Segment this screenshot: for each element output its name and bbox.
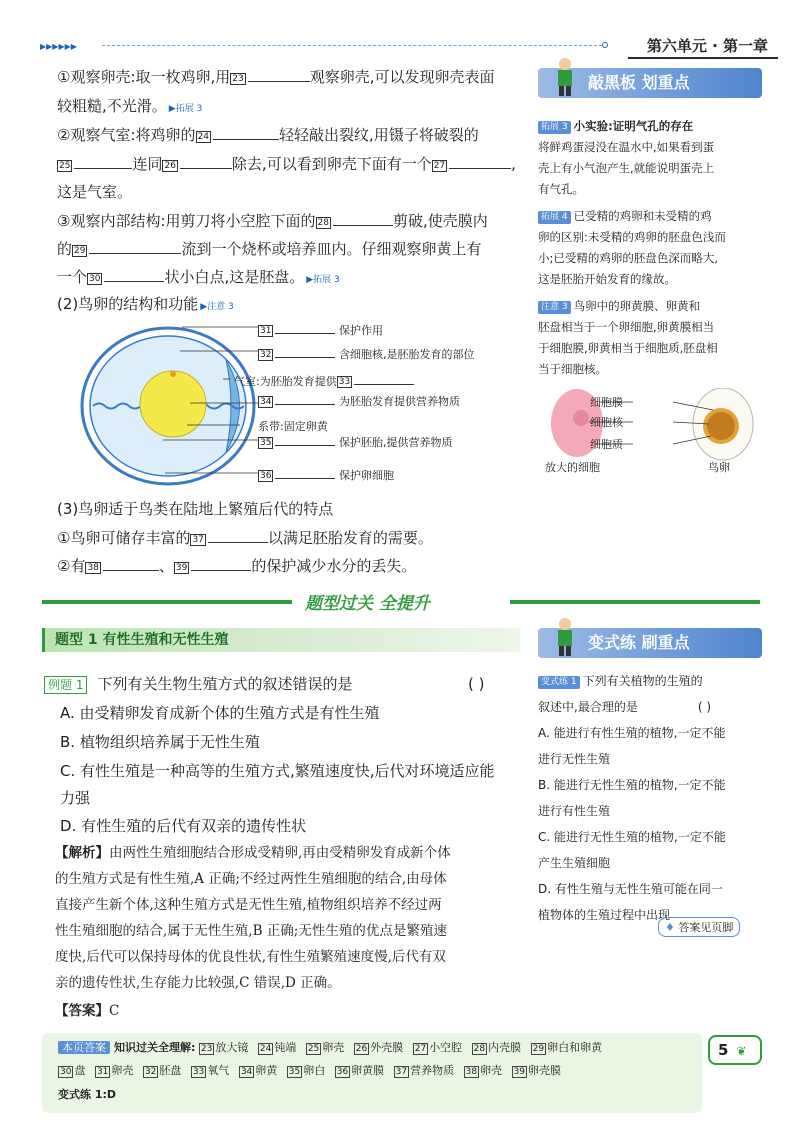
adapt-line-2: ②有 38 、 39 的保护减少水分的丢失。 bbox=[57, 557, 417, 575]
option-c: C. 有性生殖是一种高等的生殖方式,繁殖速度快,后代对环境适应能 bbox=[60, 762, 495, 780]
section-title: 题型过关 全提升 bbox=[305, 594, 430, 614]
answer-hint-badge: ♦ 答案见页脚 bbox=[658, 917, 740, 937]
analysis-line-5: 度快,后代可以保持母体的优良性状,有性生殖繁殖速度慢,后代有双 bbox=[55, 949, 446, 965]
diagram-label-31: 31 保护作用 bbox=[260, 324, 383, 337]
variant-question: 变式练 1 下列有关植物的生殖的 叙述中,最合理的是 ( ) A. 能进行有性生殖的植物,一定不能 进行无性生殖 B. 能进行无性生殖的植物,一定不能 进行有性生殖 C. 能进行无性生殖的植物,一定不能 产生生殖细胞 D. 有性生殖与无性生殖可能在同一 植物体的生殖过程中出现 bbox=[538, 674, 726, 922]
example-question: 例题 1 下列有关生物生殖方式的叙述错误的是 bbox=[44, 673, 514, 695]
pin-icon: ♦ bbox=[665, 921, 675, 934]
option-d: D. 有性生殖的后代有双亲的遗传性状 bbox=[60, 817, 307, 835]
option-c-cont: 力强 bbox=[60, 789, 91, 807]
analysis-line-2: 的生殖方式是有性生殖,A 正确;不经过两性生殖细胞的结合,由母体 bbox=[55, 871, 447, 887]
sprout-icon: ❦ bbox=[736, 1044, 747, 1058]
option-b: B. 植物组织培养属于无性生殖 bbox=[60, 733, 260, 751]
answer-paren: ( ) bbox=[468, 675, 485, 693]
analysis-line-1: 【解析】由两性生殖细胞结合形成受精卵,再由受精卵发育成新个体 bbox=[55, 845, 451, 861]
question-type-bar: 题型 1 有性生殖和无性生殖 bbox=[42, 628, 520, 652]
diagram-label-33: 气室:为胚胎发育提供 33 bbox=[234, 373, 414, 389]
intro-line-7: 的 29 流到一个烧杯或培养皿内。仔细观察卵黄上有 bbox=[57, 240, 482, 258]
side-banner-variant: 变式练 刷重点 bbox=[538, 628, 762, 658]
side-banner-key-points: 敲黑板 划重点 bbox=[538, 68, 762, 98]
option-a: A. 由受精卵发育成新个体的生殖方式是有性生殖 bbox=[60, 704, 380, 722]
answers-variant: 变式练 1:D bbox=[58, 1088, 117, 1101]
answers-row-2: 30 盘 31 卵壳 32 胚盘 33 氧气 34 卵黄 35 卵白 36 卵黄膜 37 营养物质 38 卵壳 39 卵壳膜 bbox=[60, 1064, 562, 1077]
analysis-line-3: 直接产生新个体,这种生殖方式是无性生殖,植物组织培养不经过两 bbox=[55, 897, 442, 913]
intro-line-6: ③观察内部结构:用剪刀将小空腔下面的 28 剪破,使壳膜内 bbox=[57, 212, 488, 230]
arrow-icon: ▶▶▶▶▶▶ bbox=[40, 42, 77, 51]
intro-line-2: 较粗糙,不光滑。 ▶拓展 3 bbox=[57, 97, 203, 115]
diagram-label-34: 34 为胚胎发育提供营养物质 bbox=[260, 395, 460, 408]
cell-caption: 放大的细胞 bbox=[545, 461, 600, 474]
teacher-icon bbox=[550, 56, 580, 96]
answers-row-1: 本页答案 知识过关全理解: 23 放大镜 24 钝端 25 卵壳 26 外壳膜 27 小空腔 28 内壳膜 29 卵白和卵黄 bbox=[58, 1039, 608, 1055]
cell-label-cytoplasm: 细胞质 bbox=[590, 438, 623, 451]
analysis-line-6: 亲的遗传性状,生存能力比较强,C 错误,D 正确。 bbox=[55, 975, 341, 991]
intro-line-4: 25 连同 26 除去,可以看到卵壳下面有一个 27 , bbox=[59, 155, 516, 173]
diagram-label-35: 35 保护胚胎,提供营养物质 bbox=[260, 436, 453, 449]
side-note-1: 拓展 3 小实验:证明气孔的存在 将鲜鸡蛋浸没在温水中,如果看到蛋 壳上有小气泡产生,就能说明蛋壳上 有气孔。 bbox=[538, 119, 715, 196]
analysis-line-4: 性生殖细胞的结合,属于无性生殖,B 正确;无性生殖的优点是繁殖速 bbox=[55, 923, 447, 939]
intro-line-5: 这是气室。 bbox=[57, 183, 133, 201]
cell-egg-illustration bbox=[545, 388, 760, 463]
intro-line-3: ②观察气室:将鸡卵的 24 轻轻敲出裂纹,用镊子将破裂的 bbox=[57, 126, 479, 144]
extension-tag: ▶拓展 3 bbox=[168, 104, 203, 114]
answer-line: 【答案】C bbox=[55, 1003, 120, 1019]
teacher-icon bbox=[550, 616, 580, 656]
page-number: 5 ❦ bbox=[708, 1035, 762, 1065]
diagram-label-36: 36 保护卵细胞 bbox=[260, 469, 394, 482]
intro-line-8: 一个 30 状小白点,这是胚盘。 ▶拓展 3 bbox=[57, 268, 340, 286]
cell-label-membrane: 细胞膜 bbox=[590, 396, 623, 409]
egg-caption: 鸟卵 bbox=[708, 461, 730, 474]
diagram-label-chalaza: 系带:固定卵黄 bbox=[258, 420, 328, 433]
adapt-title: (3)鸟卵适于鸟类在陆地上繁殖后代的特点 bbox=[57, 500, 334, 518]
chapter-title: 第六单元 · 第一章 bbox=[646, 37, 768, 55]
side-note-3: 注意 3 鸟卵中的卵黄膜、卵黄和 胚盘相当于一个卵细胞,卵黄膜相当 于细胞膜,卵黄相当于细胞质,胚盘相 当于细胞核。 bbox=[538, 299, 718, 376]
diagram-label-32: 32 含细胞核,是胚胎发育的部位 bbox=[260, 348, 475, 361]
intro-line-9: (2)鸟卵的结构和功能 ▶注意 3 bbox=[57, 295, 234, 313]
intro-line-1: ①观察卵壳:取一枚鸡卵,用 23 观察卵壳,可以发现卵壳表面 bbox=[57, 68, 495, 86]
header-decoration bbox=[40, 41, 620, 51]
adapt-line-1: ①鸟卵可储存丰富的 37 以满足胚胎发育的需要。 bbox=[57, 529, 433, 547]
side-note-2: 拓展 4 已受精的鸡卵和未受精的鸡 卵的区别:未受精的鸡卵的胚盘色浅而 小;已受精的鸡卵的胚盘色深而略大, 这是胚胎开始发育的缘故。 bbox=[538, 209, 726, 286]
cell-label-nucleus: 细胞核 bbox=[590, 416, 623, 429]
